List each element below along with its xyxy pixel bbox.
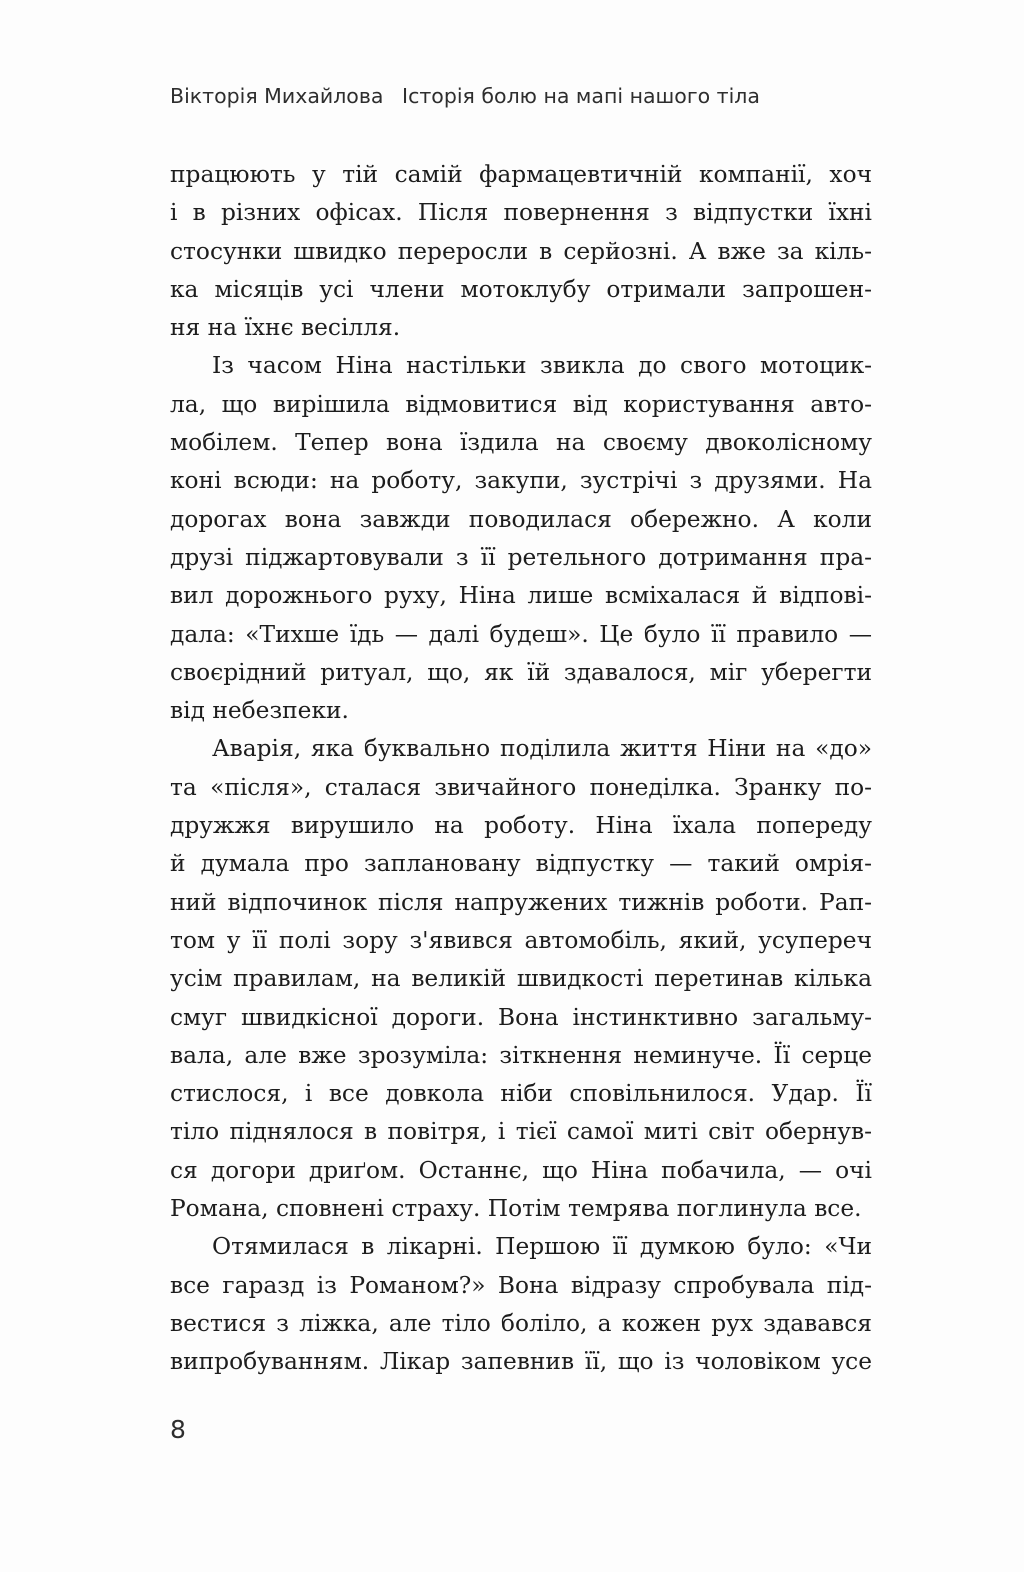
text-line: ла, що вирішила відмовитися від користування авто- <box>170 390 872 418</box>
paragraph <box>170 1228 872 1381</box>
text-line: мобілем. Тепер вона їздила на своєму двоколісному <box>170 429 872 457</box>
text-line: ня на їхнє весілля. <box>170 314 401 342</box>
text-line: випробуванням. Лікар запевнив її, що із чоловіком усе <box>170 1348 872 1376</box>
body-text <box>170 156 872 1382</box>
running-head <box>170 84 760 108</box>
text-line: ка місяців усі члени мотоклубу отримали запрошен- <box>170 275 872 303</box>
text-line: стосунки швидко переросли в серйозні. А вже за кіль- <box>170 237 872 265</box>
text-line: все гаразд із Романом?» Вона відразу спробувала під- <box>170 1271 872 1299</box>
text-line: дорогах вона завжди поводилася обережно. А коли <box>170 505 872 533</box>
text-line: від небезпеки. <box>170 697 349 725</box>
running-head-author: Вікторія Михайлова <box>170 84 384 108</box>
page-number: 8 <box>170 1415 186 1444</box>
text-line: стислося, і все довкола ніби сповільнилося. Удар. Її <box>170 1080 872 1108</box>
text-line: коні всюди: на роботу, закупи, зустрічі з друзями. На <box>170 467 872 495</box>
text-line: своєрідний ритуал, що, як їй здавалося, міг уберегти <box>170 658 872 686</box>
text-line: вестися з ліжка, але тіло боліло, а кожен рух здавався <box>170 1309 872 1337</box>
text-line: Романа, сповнені страху. Потім темрява поглинула все. <box>170 1195 862 1223</box>
paragraph <box>170 730 872 1228</box>
text-line: дружжя вирушило на роботу. Ніна їхала попереду <box>170 812 872 840</box>
paragraph <box>170 156 872 347</box>
text-line: Аварія, яка буквально поділила життя Ніни на «до» <box>212 735 872 763</box>
text-line: ся догори дриґом. Останнє, що Ніна побачила, — очі <box>170 1156 872 1184</box>
text-line: та «після», сталася звичайного понеділка. Зранку по- <box>170 773 872 801</box>
text-line: друзі піджартовували з її ретельного дотримання пра- <box>170 543 872 571</box>
text-line: вил дорожнього руху, Ніна лише всміхалася й відпові- <box>170 582 872 610</box>
text-line: смуг швидкісної дороги. Вона інстинктивно загальму- <box>170 1003 872 1031</box>
text-line: ний відпочинок після напружених тижнів роботи. Рап- <box>170 888 872 916</box>
text-line: усім правилам, на великій швидкості перетинав кілька <box>170 965 872 993</box>
running-head-title: Історія болю на мапі нашого тіла <box>402 84 760 108</box>
text-line: том у її полі зору з'явився автомобіль, який, усупереч <box>170 926 872 954</box>
text-line: Отямилася в лікарні. Першою її думкою було: «Чи <box>212 1233 872 1261</box>
paragraph <box>170 347 872 730</box>
text-line: дала: «Тихше їдь — далі будеш». Це було її правило — <box>170 620 872 648</box>
text-line: вала, але вже зрозуміла: зіткнення неминуче. Її серце <box>170 1041 872 1069</box>
text-line: й думала про заплановану відпустку — такий омрія- <box>170 850 872 878</box>
text-line: працюють у тій самій фармацевтичній компанії, хоч <box>170 161 872 188</box>
text-line: тіло піднялося в повітря, і тієї самої миті світ обернув- <box>170 1118 872 1146</box>
text-line: Із часом Ніна настільки звикла до свого мотоцик- <box>212 352 872 380</box>
text-line: і в різних офісах. Після повернення з відпустки їхні <box>170 199 872 227</box>
